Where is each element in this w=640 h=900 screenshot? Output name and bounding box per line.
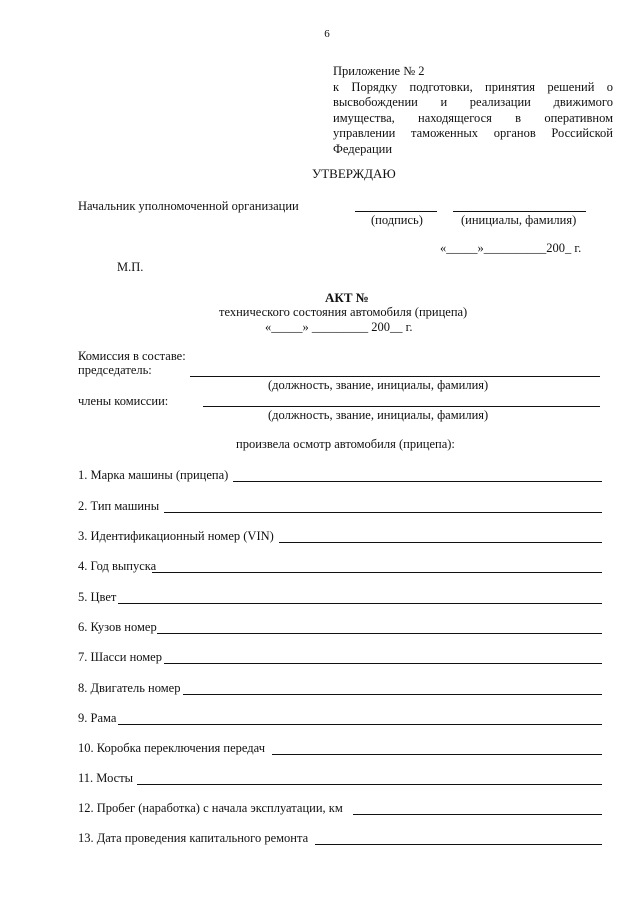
appendix-text: к Порядку подготовки, принятия решений о высвобождении и реализации движимого имущества, находящегося в оперативном управлении таможенных органов Российской Федерации	[333, 79, 613, 156]
item-line	[157, 633, 602, 634]
item-label: 10. Коробка переключения передач	[78, 741, 265, 755]
item-line	[164, 663, 602, 664]
members-line	[203, 406, 600, 407]
page-number: 6	[324, 28, 330, 40]
item-label: 3. Идентификационный номер (VIN)	[78, 529, 274, 543]
item-label: 2. Тип машины	[78, 499, 160, 513]
item-line	[118, 724, 602, 725]
approval-heading: УТВЕРЖДАЮ	[312, 166, 396, 181]
appendix-note	[333, 64, 613, 157]
item-line	[152, 572, 602, 573]
item-line	[183, 694, 602, 695]
item-line	[353, 814, 602, 815]
item-label: 9. Рама	[78, 711, 117, 725]
item-line	[272, 754, 602, 755]
item-line	[118, 603, 602, 604]
chair-label: председатель:	[78, 363, 152, 377]
act-subtitle: технического состояния автомобиля (прицепа)	[219, 305, 468, 319]
item-label: 1. Марка машины (прицепа)	[78, 468, 229, 482]
names-caption: (инициалы, фамилия)	[461, 213, 577, 227]
members-caption: (должность, звание, инициалы, фамилия)	[268, 408, 489, 422]
item-line	[279, 542, 602, 543]
act-title: АКТ №	[325, 290, 369, 305]
item-line	[137, 784, 602, 785]
item-line	[233, 481, 602, 482]
members-label: члены комиссии:	[78, 394, 169, 408]
item-label: 12. Пробег (наработка) с начала эксплуатации, км	[78, 801, 343, 815]
stamp-label: М.П.	[117, 260, 144, 274]
item-label: 13. Дата проведения капитального ремонта	[78, 831, 309, 845]
commission-label: Комиссия в составе:	[78, 349, 186, 363]
act-date: «_____» _________ 200__ г.	[265, 320, 413, 334]
appendix-title: Приложение № 2	[333, 64, 425, 78]
signature-caption: (подпись)	[371, 213, 423, 227]
item-line	[164, 512, 602, 513]
item-label: 4. Год выпуска	[78, 559, 157, 573]
item-label: 6. Кузов номер	[78, 620, 157, 634]
inspection-text: произвела осмотр автомобиля (прицепа):	[236, 437, 455, 451]
item-label: 8. Двигатель номер	[78, 681, 181, 695]
names-line	[453, 211, 586, 212]
item-label: 7. Шасси номер	[78, 650, 162, 664]
signature-line	[355, 211, 437, 212]
approval-date: «_____»__________200_ г.	[440, 241, 582, 255]
item-label: 5. Цвет	[78, 590, 117, 604]
head-title: Начальник уполномоченной организации	[78, 199, 299, 213]
item-label: 11. Мосты	[78, 771, 134, 785]
chair-caption: (должность, звание, инициалы, фамилия)	[268, 378, 489, 392]
chair-line	[190, 376, 600, 377]
item-line	[315, 844, 602, 845]
